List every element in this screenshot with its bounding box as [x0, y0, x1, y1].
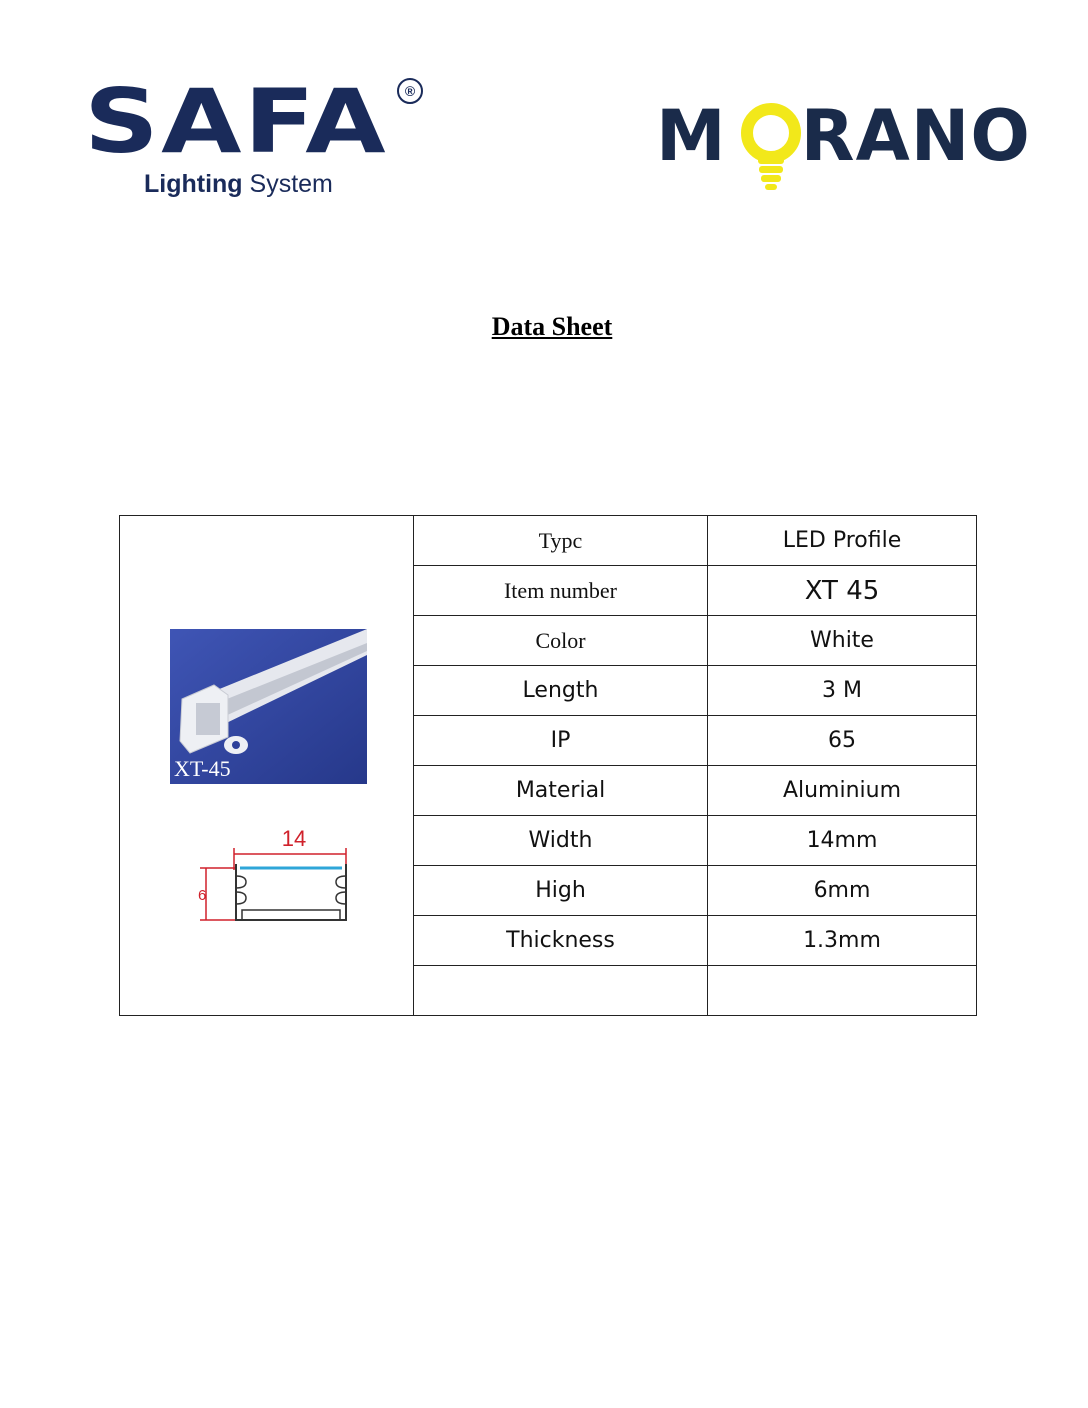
spec-label-width: Width [414, 816, 708, 866]
page-title: Data Sheet [491, 312, 613, 341]
morano-logo [656, 95, 1031, 196]
spec-value-type: LED Profile [708, 516, 977, 566]
table-row [120, 516, 977, 566]
safa-tagline [144, 170, 333, 199]
product-image-cell [120, 516, 414, 1016]
spec-value-high: 6mm [708, 866, 977, 916]
spec-value-ip: 65 [708, 716, 977, 766]
morano-wordmark-left: M [656, 95, 727, 177]
spec-label-type: Typc [414, 516, 708, 566]
spec-value-length: 3 M [708, 666, 977, 716]
data-sheet-table [119, 515, 977, 1006]
safa-logo [84, 70, 424, 208]
spec-label-ip: IP [414, 716, 708, 766]
spec-label-high: High [414, 866, 708, 916]
spec-value-color: White [708, 616, 977, 666]
spec-value-thickness: 1.3mm [708, 916, 977, 966]
drawing-height-label: 6 [198, 887, 207, 904]
safa-tagline-bold: Lighting [144, 170, 243, 198]
spec-label-color: Color [414, 616, 708, 666]
spec-value-width: 14mm [708, 816, 977, 866]
spec-value-empty [708, 966, 977, 1016]
morano-wordmark [656, 96, 1031, 176]
spec-label-item-number: Item number [414, 566, 708, 616]
safa-wordmark: SAFA [84, 70, 388, 173]
product-caption: XT-45 [174, 756, 231, 781]
drawing-width-label: 14 [281, 826, 307, 851]
spec-label-material: Material [414, 766, 708, 816]
product-photo [170, 629, 367, 784]
registered-mark: ® [397, 78, 423, 104]
spec-value-material: Aluminium [708, 766, 977, 816]
spec-label-length: Length [414, 666, 708, 716]
spec-label-empty [414, 966, 708, 1016]
morano-wordmark-right: RANO [800, 95, 1031, 177]
profile-cross-section [196, 824, 356, 934]
spec-value-item-number: XT 45 [708, 566, 977, 616]
lightbulb-icon [736, 100, 806, 192]
safa-tagline-rest: System [249, 170, 333, 198]
spec-label-thickness: Thickness [414, 916, 708, 966]
